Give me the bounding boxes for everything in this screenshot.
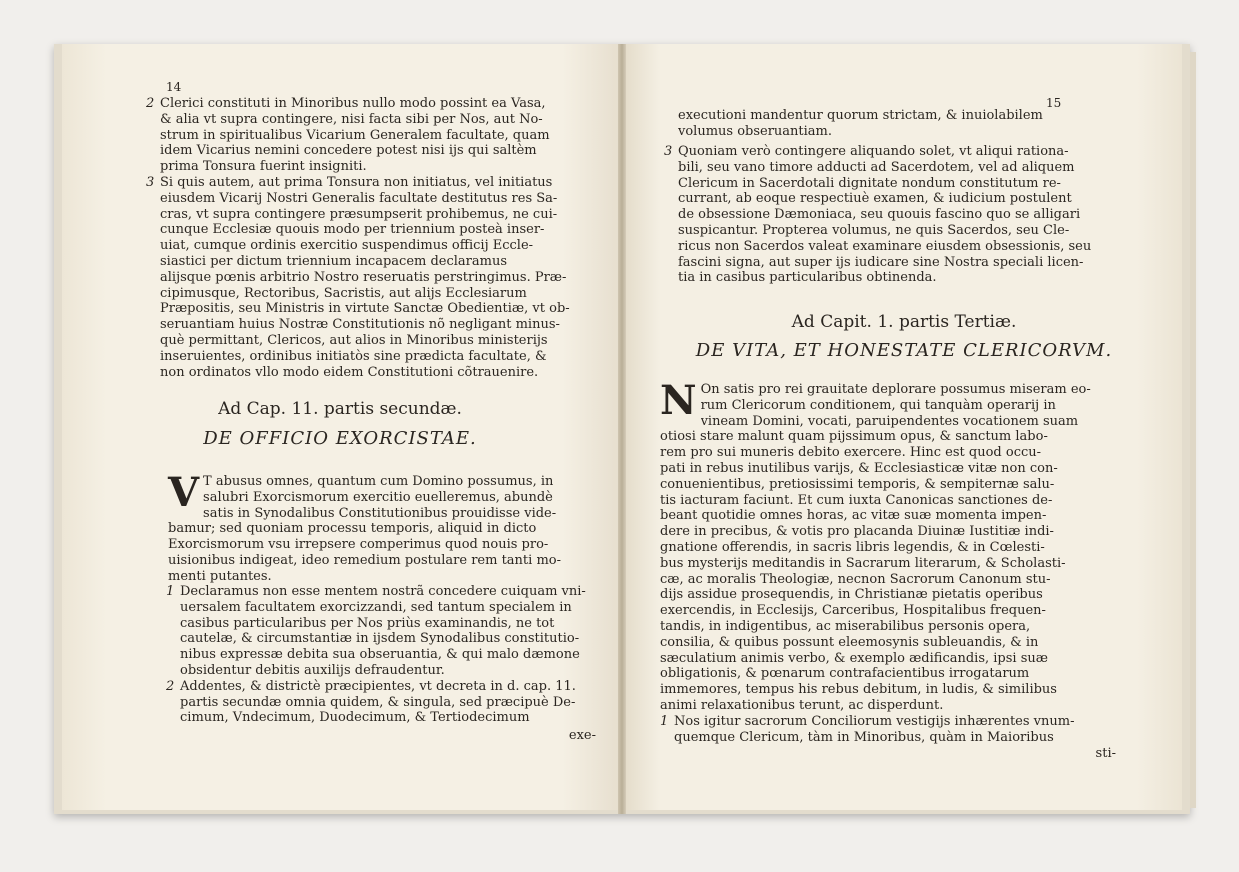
- right-intro-paragraph: [660, 377, 1116, 714]
- left-section-subheading: Ad Cap. 11. partis secundæ.: [218, 399, 462, 419]
- text-line: [664, 144, 1116, 160]
- catchword-left: exe-: [568, 728, 596, 743]
- text-line: [146, 333, 596, 349]
- text-line: bus mysterijs meditandis in Sacrarum literarum, & Scholasti-: [660, 555, 1066, 571]
- right-section-title: DE VITA, ET HONESTATE CLERICORVM.: [695, 340, 1113, 361]
- text-line: exercendis, in Ecclesijs, Carceribus, Hospitalibus frequen-: [660, 603, 1046, 619]
- text-line: [146, 207, 596, 223]
- text-line: [664, 223, 1116, 239]
- line-text: Declaramus non esse mentem nostrã concedere cuiquam vni-: [180, 584, 586, 599]
- text-line: [660, 730, 1116, 746]
- text-line: menti putantes.: [168, 568, 272, 584]
- text-line: bamur; sed quoniam processu temporis, aliquid in dicto: [168, 521, 537, 537]
- text-line: volumus obseruantiam.: [678, 123, 833, 139]
- line-text: non ordinatos vllo modo eidem Constitutioni cõtrauenire.: [160, 364, 539, 380]
- text-line: conuenientibus, pretiosissimi temporis, & sempiternæ salu-: [660, 476, 1055, 492]
- line-text: uiat, cumque ordinis exercitio suspendimus officij Eccle-: [160, 238, 534, 254]
- paragraph-number: 1: [660, 714, 669, 729]
- text-line: gnatione offerendis, in sacris libris legendis, & in Cœlesti-: [660, 539, 1045, 555]
- line-text: nibus expressæ debita sua obseruantia, & qui malo dæmone: [180, 647, 580, 663]
- text-line: vineam Domini, vocati, paruipendentes vocationem suam: [700, 413, 1079, 429]
- line-text: Clerici constituti in Minoribus nullo modo possint ea Vasa,: [160, 96, 546, 111]
- text-line: [166, 631, 596, 647]
- text-line: [166, 647, 596, 663]
- text-line: [664, 270, 1116, 286]
- text-line: Exorcismorum vsu irrepsere comperimus quod nouis pro-: [168, 537, 549, 553]
- text-line: [664, 255, 1116, 271]
- line-text: cautelæ, & circumstantiæ in ijsdem Synodalibus constitutio-: [180, 631, 580, 647]
- line-text: alijsque pœnis arbitrio Nostro reseruatis perstringimus. Præ-: [160, 269, 567, 285]
- line-text: quemque Clericum, tàm in Minoribus, quàm in Maioribus: [674, 729, 1054, 745]
- right-section-subheading: Ad Capit. 1. partis Tertiæ.: [791, 312, 1017, 332]
- text-line: [146, 317, 596, 333]
- text-line: T abusus omnes, quantum cum Domino possumus, in: [203, 474, 554, 489]
- text-line: [146, 175, 596, 191]
- text-line: sæculatium animis verbo, & exemplo ædificandis, ipsi suæ: [660, 650, 1048, 666]
- text-line: [146, 159, 596, 175]
- text-line: tis iacturam faciunt. Et cum iuxta Canonicas sanctiones de-: [660, 492, 1053, 508]
- text-line: [146, 365, 596, 381]
- text-line: [146, 191, 596, 207]
- line-text: Quoniam verò contingere aliquando solet, vt aliqui rationa-: [678, 144, 1069, 159]
- right-bottom-paragraphs: [660, 714, 1116, 746]
- text-line: [664, 207, 1116, 223]
- line-text: què permittant, Clericos, aut alios in Minoribus ministerijs: [160, 332, 548, 348]
- paragraph-number: 2: [166, 678, 175, 694]
- text-line: rum Clericorum conditionem, qui tanquàm operarij in: [700, 397, 1056, 413]
- text-line: [146, 128, 596, 144]
- text-line: pati in rebus inutilibus varijs, & Ecclesiasticæ vitæ non con-: [660, 460, 1058, 476]
- line-text: currant, ab eoque respectiuè examen, & iudicium postulent: [678, 191, 1072, 207]
- text-line: otiosi stare malunt quam pijssimum opus, & sanctum labo-: [660, 429, 1048, 445]
- text-line: [664, 239, 1116, 255]
- page-number-left: 14: [166, 80, 182, 94]
- line-text: Præpositis, seu Ministris in virtute Sanctæ Obedientiæ, vt ob-: [160, 301, 570, 317]
- numbered-paragraph: [146, 96, 596, 175]
- text-line: [166, 600, 596, 616]
- paragraph-number: 3: [146, 174, 155, 190]
- text-line: dijs assidue prosequendis, in Christianæ pietatis operibus: [660, 587, 1043, 603]
- text-line: immemores, tempus his rebus debitum, in ludis, & similibus: [660, 682, 1057, 698]
- line-text: seruantiam huius Nostræ Constitutionis nõ negligant minus-: [160, 317, 560, 333]
- catchword-right: sti-: [1095, 746, 1116, 761]
- open-book: [54, 44, 1190, 814]
- text-line: [166, 616, 596, 632]
- numbered-paragraph: [146, 175, 596, 380]
- text-line: [166, 695, 596, 711]
- line-text: de obsessione Dæmoniaca, seu quouis fascino quo se alligari: [678, 207, 1081, 223]
- text-line: obligationis, & pœnarum contrafacientibus irrogatarum: [660, 666, 1030, 682]
- text-line: [146, 254, 596, 270]
- page-number-right: 15: [1046, 96, 1062, 110]
- line-text: strum in spiritualibus Vicarium Generalem facultate, quam: [160, 127, 550, 143]
- text-line: rem pro sui muneris debito exercere. Hinc est quod occu-: [660, 445, 1042, 461]
- right-top-paragraphs: [664, 144, 1116, 286]
- text-line: [664, 160, 1116, 176]
- line-text: obsidentur debitis auxilijs defraudentur.: [180, 662, 445, 678]
- text-line: [166, 679, 596, 695]
- text-line: [146, 349, 596, 365]
- line-text: cras, vt supra contingere præsumpserit prohibemus, ne cui-: [160, 206, 558, 222]
- text-line: On satis pro rei grauitate deplorare possumus miseram eo-: [700, 382, 1091, 397]
- right-page: [626, 44, 1182, 810]
- text-line: [146, 222, 596, 238]
- text-line: consilia, & quibus possunt eleemosynis subleuandis, & in: [660, 634, 1039, 650]
- paragraph-number: 2: [146, 96, 155, 111]
- left-bottom-paragraphs: [166, 584, 596, 726]
- text-line: beant quotidie omnes horas, ac vitæ suæ momenta impen-: [660, 508, 1047, 524]
- left-section-title: DE OFFICIO EXORCISTAE.: [203, 428, 477, 449]
- line-text: fascini signa, aut super ijs iudicare sine Nostra speciali licen-: [678, 254, 1084, 270]
- text-line: [146, 270, 596, 286]
- text-line: satis in Synodalibus Constitutionibus prouidisse vide-: [203, 505, 557, 521]
- paragraph-number: 1: [166, 584, 175, 599]
- text-line: cæ, ac moralis Theologiæ, necnon Sacrorum Canonum stu-: [660, 571, 1051, 587]
- line-text: idem Vicarius nemini concedere potest nisi ijs qui saltèm: [160, 143, 537, 159]
- text-line: [664, 191, 1116, 207]
- drop-cap-letter: V: [168, 469, 200, 516]
- line-text: partis secundæ omnia quidem, & singula, sed præcipuè De-: [180, 694, 576, 710]
- line-text: cunque Ecclesiæ quouis modo per triennium posteà inser-: [160, 222, 545, 238]
- text-line: [146, 238, 596, 254]
- paragraph-number: 3: [664, 144, 673, 159]
- numbered-paragraph: [664, 144, 1116, 286]
- text-line: animi relaxationibus terunt, ac disperdunt.: [660, 697, 944, 713]
- line-text: casibus particularibus per Nos priùs examinandis, ne tot: [180, 615, 555, 631]
- text-line: executioni mandentur quorum strictam, & inuiolabilem: [678, 108, 1043, 123]
- text-line: dere in precibus, & votis pro placanda Diuinæ Iustitiæ indi-: [660, 524, 1054, 540]
- text-line: [146, 286, 596, 302]
- text-line: [660, 714, 1116, 730]
- page-edges: [1190, 52, 1196, 808]
- line-text: eiusdem Vicarij Nostri Generalis facultate destitutus res Sa-: [160, 190, 558, 206]
- line-text: inseruientes, ordinibus initiatòs sine prædicta facultate, &: [160, 348, 547, 364]
- line-text: Si quis autem, aut prima Tonsura non initiatus, vel initiatus: [160, 174, 553, 190]
- left-intro-paragraph: [168, 469, 596, 585]
- text-line: [146, 96, 596, 112]
- line-text: Clericum in Sacerdotali dignitate nondum constitutum re-: [678, 175, 1061, 191]
- drop-cap-letter: N: [660, 377, 697, 424]
- text-line: uisionibus indigeat, ideo remedium postulare rem tanti mo-: [168, 552, 561, 568]
- line-text: uersalem facultatem exorcizzandi, sed tantum specialem in: [180, 599, 572, 615]
- book-gutter: [618, 44, 626, 814]
- line-text: suspicantur. Propterea volumus, ne quis Sacerdos, seu Cle-: [678, 222, 1070, 238]
- line-text: tia in casibus particularibus obtinenda.: [678, 270, 937, 286]
- text-line: [166, 663, 596, 679]
- numbered-paragraph: [166, 584, 596, 679]
- text-line: [664, 176, 1116, 192]
- line-text: bili, seu vano timore adducti ad Sacerdotem, vel ad aliquem: [678, 159, 1075, 175]
- line-text: ricus non Sacerdos valeat examinare eiusdem obsessionis, seu: [678, 238, 1092, 254]
- line-text: Addentes, & districtè præcipientes, vt decreta in d. cap. 11.: [180, 678, 576, 694]
- text-line: [146, 143, 596, 159]
- text-line: tandis, in indigentibus, ac miserabilibus personis opera,: [660, 618, 1031, 634]
- left-top-paragraphs: [146, 96, 596, 380]
- right-continued-text: [678, 108, 1088, 140]
- line-text: & alia vt supra contingere, nisi facta sibi per Nos, aut No-: [160, 111, 543, 127]
- line-text: cipimusque, Rectoribus, Sacristis, aut alijs Ecclesiarum: [160, 285, 527, 301]
- text-line: [166, 584, 596, 600]
- text-line: [146, 301, 596, 317]
- text-line: [146, 112, 596, 128]
- numbered-paragraph: [660, 714, 1116, 746]
- line-text: Nos igitur sacrorum Conciliorum vestigijs inhærentes vnum-: [674, 714, 1075, 729]
- line-text: siastici per dictum triennium incapacem declaramus: [160, 253, 508, 269]
- text-line: [166, 710, 596, 726]
- text-line: salubri Exorcismorum exercitio euelleremus, abundè: [203, 489, 553, 505]
- left-page: [62, 44, 618, 810]
- numbered-paragraph: [166, 679, 596, 726]
- line-text: prima Tonsura fuerint insigniti.: [160, 159, 367, 175]
- line-text: cimum, Vndecimum, Duodecimum, & Tertiodecimum: [180, 710, 530, 726]
